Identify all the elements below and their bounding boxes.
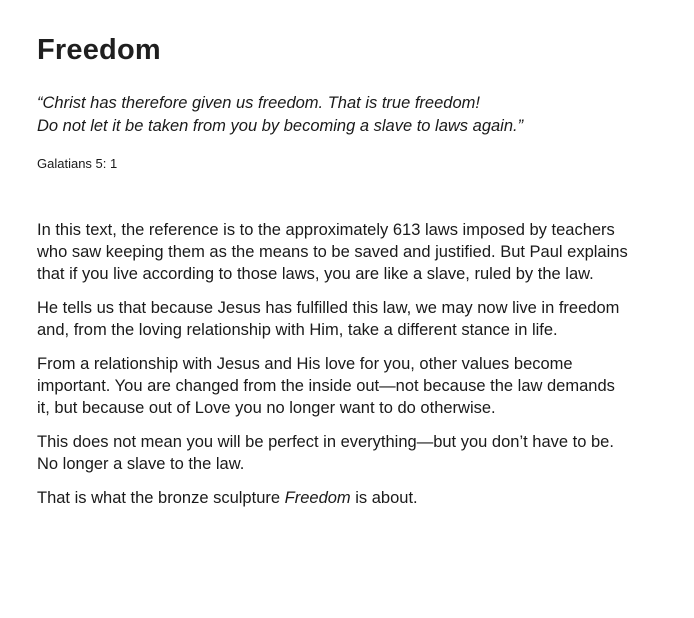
paragraph-line: that if you live according to those laws, you are like a slave, ruled by the law. <box>37 265 594 283</box>
paragraph <box>37 297 657 341</box>
body-text <box>37 219 657 509</box>
closing-text-after: is about. <box>350 489 418 507</box>
paragraph-line: who saw keeping them as the means to be saved and justified. But Paul explains <box>37 243 628 261</box>
sculpture-title: Freedom <box>284 489 351 507</box>
page-title: Freedom <box>37 34 161 66</box>
paragraph-line: From a relationship with Jesus and His love for you, other values become <box>37 355 573 373</box>
paragraph-line: In this text, the reference is to the approximately 613 laws imposed by teachers <box>37 221 615 239</box>
scripture-reference: Galatians 5: 1 <box>37 156 118 171</box>
paragraph <box>37 219 657 285</box>
paragraph-line: and, from the loving relationship with Him, take a different stance in life. <box>37 321 558 339</box>
paragraph-line: He tells us that because Jesus has fulfilled this law, we may now live in freedom <box>37 299 620 317</box>
paragraph-line: This does not mean you will be perfect in everything—but you don’t have to be. <box>37 433 614 451</box>
paragraph <box>37 353 657 419</box>
paragraph-line: it, but because out of Love you no longer want to do otherwise. <box>37 399 496 417</box>
scripture-quote <box>37 92 657 138</box>
document-page <box>37 33 657 521</box>
quote-line: Do not let it be taken from you by becoming a slave to laws again.” <box>37 117 524 135</box>
quote-line: “Christ has therefore given us freedom. That is true freedom! <box>37 94 480 112</box>
paragraph <box>37 431 657 475</box>
paragraph-line: No longer a slave to the law. <box>37 455 245 473</box>
closing-text-before: That is what the bronze sculpture <box>37 489 285 507</box>
paragraph-line: important. You are changed from the inside out—not because the law demands <box>37 377 615 395</box>
closing-paragraph <box>37 487 657 509</box>
